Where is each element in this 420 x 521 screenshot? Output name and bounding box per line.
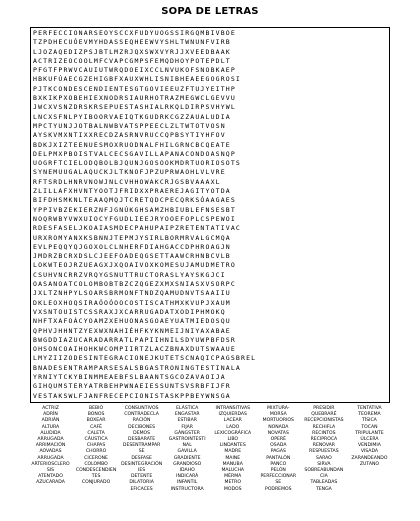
word-list-item: PRESIDIR bbox=[313, 406, 335, 411]
word-list-item: TOCAN bbox=[361, 424, 378, 430]
word-list-item: ZUTANO bbox=[359, 461, 380, 467]
word-list-item: RECIPROCA bbox=[310, 437, 338, 443]
grid-row: QPHVJHHNTZYEXWXNAHIÉHFKYKNMEIJNIYAXABAE bbox=[33, 326, 231, 335]
word-list-item: LIBO bbox=[227, 437, 239, 443]
word-list-item: COLOMBO bbox=[84, 461, 108, 467]
word-list-item: MAINE bbox=[225, 455, 241, 461]
word-list-item: RESPUESTAS bbox=[309, 449, 339, 455]
word-list-item: MALUCHA bbox=[221, 468, 245, 474]
word-list-item: DILATORIA bbox=[129, 480, 154, 486]
grid-row: ACTRIZEOCOOLMFCVAPCGMPSFEMQDHOYPOTEPDLT bbox=[33, 56, 231, 65]
word-list-item: IZQUIERDAS bbox=[218, 412, 247, 418]
word-list-item: TRIPULANTE bbox=[355, 430, 384, 436]
letter-grid bbox=[30, 27, 390, 403]
word-list-item: SARAO bbox=[315, 455, 332, 461]
grid-row: JWCXVSNZDRSKRSEPUESTASHIALRKQLDIRPSVHYWL bbox=[33, 103, 236, 112]
word-list-item: ZARANDEANDO bbox=[351, 455, 388, 461]
grid-row: JXLTZNHPYLSOARSBRMONFTNDZQAMUDNVTSAAIIU bbox=[33, 289, 231, 298]
word-list-item: AOVADAS bbox=[39, 449, 62, 455]
grid-row: BWGDDIAZUCARADARRATLPAPIIHNILSDYUWPBFDSR bbox=[33, 335, 236, 344]
word-list-item: PERFECCIONAR bbox=[260, 474, 297, 480]
word-list-item: ÚLCERA bbox=[360, 437, 379, 443]
grid-row: GIHQUMSTERYATRBEHPWNAEIESSUNTSVSRBFIJFR bbox=[33, 382, 231, 391]
word-list-item: MANUBA bbox=[222, 461, 243, 467]
word-column bbox=[256, 406, 301, 518]
word-list-item: INFANTIL bbox=[177, 480, 198, 486]
word-list-item: SOBREABUNDAN bbox=[304, 468, 344, 474]
word-list-item: ESTIBAR bbox=[177, 418, 197, 424]
grid-row: RDESFASELJKOAIASMDECPAHUPAIPZRETENTATIVAC bbox=[33, 224, 242, 233]
word-list-item: CONTRADECLA bbox=[124, 412, 159, 418]
word-list-item: AZUCARADA bbox=[36, 480, 65, 486]
word-list-item: MIXTURA- bbox=[267, 406, 290, 411]
word-list-item: GRADIENTE bbox=[173, 455, 201, 461]
grid-row: OASANOATCOLOMBOBTBZCZQGEZXMXSNIASXVSORPC bbox=[33, 280, 236, 289]
word-list-item: LEXICOGRÁFICA bbox=[214, 430, 252, 436]
word-list-item: RECHIFLA bbox=[312, 424, 336, 430]
word-list-item: TÍSICA bbox=[362, 418, 377, 424]
word-list-item: RENOVAR bbox=[312, 443, 335, 449]
grid-row: LMYZIIZODESINTEGRACIONEJKUTETSCNAQICPAGSBREL bbox=[33, 354, 257, 363]
word-list-item: TENTATIVA bbox=[357, 406, 382, 411]
word-column bbox=[74, 406, 119, 518]
grid-row: OHSONCOAIHOHKWCOMPIIRTZLACZBNAXDUTSWAAUE bbox=[33, 345, 236, 354]
grid-row: BDKJXIZTEENUESMOXRUODNALFHILGRNCBCQEATE bbox=[33, 140, 231, 149]
word-list-item: PELÓN bbox=[270, 468, 286, 474]
word-list-item: PANTALÓN bbox=[266, 455, 291, 461]
grid-row: MPCTYUNJJOTBALNWBVATSPPEECLZLTWTOTVOSN bbox=[33, 121, 226, 130]
word-list-item: ATENTADO bbox=[38, 474, 63, 480]
word-list-item: DESENTRAMPAR bbox=[122, 443, 161, 449]
word-list-item: GASTROINTESTI bbox=[168, 437, 206, 443]
word-list-item: RECINTOS bbox=[312, 430, 336, 436]
word-list-item: OSADA bbox=[270, 443, 287, 449]
grid-row: BXKIKPXOBEHIEXNODRSIAURHOTRAZMEGWCLGEVVU bbox=[33, 94, 236, 103]
word-list-item: CHORRO bbox=[85, 449, 107, 455]
word-column bbox=[28, 406, 73, 518]
word-list-item: SIRVA bbox=[317, 461, 331, 467]
word-list-item: ALUDIDA bbox=[40, 430, 61, 436]
word-list-item: MADRE bbox=[224, 449, 242, 455]
grid-row: VESTAKSWLFJANFRECEPCIONISTASKPPBEYWNSGA bbox=[33, 391, 231, 400]
word-list-item: DESINTEGRACIÓN bbox=[121, 461, 163, 467]
word-list-item: ELÁSTICA bbox=[176, 406, 199, 411]
word-list-item: METRO bbox=[224, 480, 241, 486]
word-list-item: ARTERIOSCLERO bbox=[31, 461, 70, 467]
word-column bbox=[347, 406, 392, 518]
grid-row: CSUHVNCRRZVRQYGSNUTTRUCTORASLYAYSKGJCI bbox=[33, 270, 226, 279]
word-list-item: RACIÓN bbox=[132, 418, 151, 424]
word-list-item: VISADA bbox=[360, 449, 379, 455]
word-list-item: NOVATAS bbox=[267, 430, 289, 436]
word-list-item: ALTURA bbox=[41, 424, 60, 430]
grid-row: EVLPEQQYQJGOXOLCLNHERFDIAHGACCDPHROAGJN bbox=[33, 242, 231, 251]
word-list-item: MODOS bbox=[223, 486, 242, 492]
grid-row: DELPMXPBOISTVALCECSGAVILLAPANACONDOASNQP bbox=[33, 149, 236, 158]
word-list-item: CHAPAS bbox=[86, 443, 106, 449]
word-list-item: DESBARATE bbox=[128, 437, 156, 443]
word-list-item: NONADA bbox=[268, 424, 289, 430]
word-list bbox=[28, 406, 392, 518]
grid-row: LNCXSFNLPYIBOORVAEIQTKGUDRKCGZZAUALUDIA bbox=[33, 112, 231, 121]
grid-row: NOQRWBYVWXUIOCYFGUDLIEEJRYOOEFOPLCSPEWOI bbox=[33, 214, 236, 223]
grid-row: LJOZAQEDIZPSJBTLMZRJQXSWXVYRJJXVEEDBAAK bbox=[33, 47, 231, 56]
word-list-item: PODREMOS bbox=[265, 486, 292, 492]
grid-row: AYSKVMXNTIXXRECDZASRNVRUCCQPBSYTIYHFOV bbox=[33, 131, 226, 140]
word-list-item: LACEAR bbox=[223, 418, 242, 424]
word-list-item: ACTRIZ bbox=[42, 406, 59, 411]
word-list-item: PAGAS bbox=[270, 449, 286, 455]
grid-row: YPPIVBZEKIERZNFJGNÚKGHSAMZHBIUBLEFNSESBT bbox=[33, 205, 236, 214]
word-list-item: GAVILLA bbox=[177, 449, 197, 455]
grid-row: RFTSRDLHNRVNOWJNLCVHHOWAKCRJGSBVAAAXL bbox=[33, 177, 221, 186]
word-list-item: ARRUGADA bbox=[37, 455, 64, 461]
word-list-item: VENDIMIA bbox=[358, 443, 381, 449]
word-list-item: RECEPCIONISTAS bbox=[304, 418, 344, 424]
word-list-item: BONOS bbox=[87, 412, 105, 418]
word-list-item: ARRIMACIÓN bbox=[35, 443, 66, 449]
word-list-item: ENGASTAR bbox=[174, 412, 200, 418]
grid-row: HBKUFÚAECGZEHIGBFXAUXWHLISNIBHEAEEGOGROSI bbox=[33, 75, 242, 84]
word-list-item: DEMOS bbox=[133, 430, 151, 436]
word-list-item: TENGA bbox=[315, 486, 332, 492]
word-list-item: MORTUORIOS bbox=[262, 418, 294, 424]
word-list-item: DECIBONES bbox=[128, 424, 156, 430]
word-list-item: SE bbox=[138, 449, 145, 455]
grid-row: PERFECCIONARSEOYSCCXFUDYUOGSSIRGQMBIVBOE bbox=[33, 29, 236, 37]
word-list-item: CONJURADO bbox=[81, 480, 111, 486]
word-list-item: SE bbox=[275, 480, 282, 486]
word-list-item: MORSA bbox=[269, 412, 287, 418]
grid-row: LOKWTEOJRZUEAGXJXQOAIVOXKOMESUJAMUDMETRO bbox=[33, 261, 236, 270]
word-list-item: ADRÍN bbox=[43, 412, 58, 418]
grid-row: JMDRZBCRXDSLCJEEFOADEQGSETTAAWCRHNBCVLB bbox=[33, 252, 231, 261]
word-list-item: CONDESCENDIEN bbox=[75, 468, 117, 474]
word-list-item: INDICARÁ bbox=[176, 474, 199, 480]
word-list-item: CONSUNTIVOS bbox=[124, 406, 159, 411]
grid-row: ZLILLAFXHVNTYOOTJFRIDXXPRAEREJAGITYOTDA bbox=[33, 187, 231, 196]
word-list-item: OPERÉ bbox=[270, 437, 286, 443]
word-list-item: INSTRUCTORA bbox=[170, 486, 204, 492]
grid-row: UOGRFTCIELODQBOLBJQUNJGOSOOKMDRTUORIOSOTS bbox=[33, 159, 242, 168]
word-list-item: GÁNGSTER bbox=[174, 430, 200, 436]
word-list-item: SIS bbox=[46, 468, 55, 474]
page-title: SOPA DE LETRAS bbox=[161, 6, 259, 17]
grid-row: SYNEMUUGALAQUCKJLTKNOFJPZUPRWAOHLVLVRE bbox=[33, 168, 226, 177]
grid-row: VXSNTOUISTCSSRAXJXCARRUGADATXODIPHMOKQ bbox=[33, 307, 226, 316]
word-list-item: CICERONE bbox=[84, 455, 108, 461]
grid-row: BNADESENTRAMPARSESALSBGASTRONINGTESTINALA bbox=[33, 363, 242, 372]
grid-row: YRNIYTCKYBINMMEAEBFSLBAANTSGCOZAVAOIJA bbox=[33, 372, 226, 381]
word-list-item: CAFÉ bbox=[90, 424, 103, 430]
word-list-item: GRANDIOSO bbox=[173, 461, 202, 467]
word-list-item: CIA bbox=[320, 474, 328, 480]
word-list-item: DESFASE bbox=[131, 455, 152, 461]
word-column bbox=[119, 406, 164, 518]
word-list-item: BOXEAR bbox=[86, 418, 106, 424]
word-list-item: MÉRMA bbox=[224, 474, 242, 480]
word-list-item: INTRANSITIVAS bbox=[215, 406, 251, 411]
word-list-item: ARRUGADA bbox=[37, 437, 64, 443]
word-list-item: IDAHO bbox=[179, 468, 195, 474]
grid-row: PJTKCONDESCENDIENTESGTGOVIEEUZFTUJYEITHP bbox=[33, 84, 236, 93]
grid-row: NHFTXAFOÁCYOAMZXEHUONASGOAEYUATMIEDOSQU bbox=[33, 317, 231, 326]
word-list-item: EFICACES bbox=[130, 486, 153, 492]
word-list-item: TABLEADAS bbox=[310, 480, 338, 486]
word-list-item: DETENTE bbox=[130, 474, 153, 480]
grid-row: URXROMYANXKSBNNJTEPMJYSIRLBORMRVALGCMQA bbox=[33, 233, 231, 242]
word-list-item: IES bbox=[138, 468, 146, 474]
grid-row: DKLEOXHOQSIRAÓOÓOOCOSTISCATHMXKVUPJXAUM bbox=[33, 298, 231, 307]
word-column bbox=[165, 406, 210, 518]
word-list-item: FIJAR bbox=[181, 424, 193, 430]
word-list-item: TES bbox=[91, 474, 101, 480]
grid-row: PFGTFPRWVCAUIUTWRQDOEIXCCLNVUKOFSNOBKAEP bbox=[33, 66, 236, 75]
word-list-item: NAL bbox=[182, 443, 192, 449]
word-list-item: CÁUSTICA bbox=[84, 437, 108, 443]
word-list-item: QUEBRARÉ bbox=[311, 412, 337, 418]
word-list-item: ADRIÁN bbox=[41, 418, 60, 424]
word-column bbox=[210, 406, 255, 518]
word-list-item: LINDANTES bbox=[219, 443, 246, 449]
grid-row: BIFDHSMKNLTEAAQMQJTCRETQDCPECQRKSÓAAGAES bbox=[33, 196, 236, 205]
word-list-item: CALETA bbox=[87, 430, 105, 436]
word-list-item: LADO bbox=[226, 424, 240, 430]
word-list-item: BEBIÓ bbox=[88, 406, 104, 411]
word-list-item: PANCO bbox=[270, 461, 287, 467]
word-list-item: TEOREMA bbox=[358, 412, 381, 418]
word-column bbox=[301, 406, 346, 518]
grid-row: TZPDHECUÓEVMYHDASSEQHEEWVYSHLTWNUNFVIRB bbox=[33, 38, 231, 47]
